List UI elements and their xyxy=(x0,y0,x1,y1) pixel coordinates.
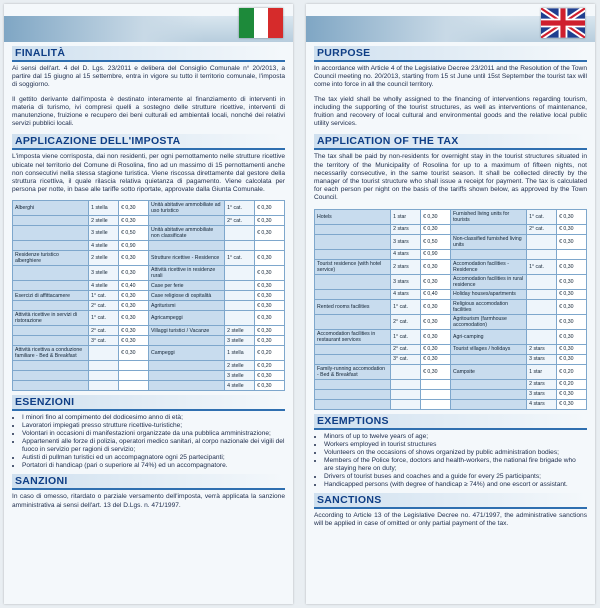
table-cell xyxy=(450,379,526,389)
table-cell: € 0,20 xyxy=(557,379,587,389)
table-cell: € 0,30 xyxy=(255,291,285,301)
table-cell: € 0,30 xyxy=(557,274,587,289)
table-cell: 1° cat. xyxy=(225,251,255,266)
table-row xyxy=(13,361,285,371)
table-cell xyxy=(89,346,119,361)
table-cell: 2° cat. xyxy=(391,314,421,329)
table-cell xyxy=(13,336,89,346)
table-cell: 3° cat. xyxy=(89,336,119,346)
table-cell xyxy=(315,249,391,259)
table-cell: Attività ricettive in residenze rurali xyxy=(148,266,224,281)
table-row xyxy=(13,346,285,361)
table-cell: Tourist residence (with hotel service) xyxy=(315,259,391,274)
table-cell: 2° cat. xyxy=(225,216,255,226)
table-cell: € 0,30 xyxy=(119,266,149,281)
paragraph: The tax shall be paid by non-residents for overnight stay in the tourist structures situated in the territory of the Municipality of Rosolina for up to a maximum of fifteen nights, not necessarily consecutive, in the same tourist season. It shall be collected directly by the manager of the tourist structure who shall issue a receipt for payment. The tax is calculated for each person per night on the basis of the tariffs shown below, as approved by the Town Council. xyxy=(314,153,587,202)
table-cell xyxy=(225,266,255,281)
table-cell: € 0,30 xyxy=(119,336,149,346)
table-cell: € 0,30 xyxy=(557,389,587,399)
table-cell: Case religiose di ospitalità xyxy=(148,291,224,301)
table-cell: Rented rooms facilities xyxy=(315,299,391,314)
table-cell: 1° cat. xyxy=(527,259,557,274)
table-cell: € 0,30 xyxy=(421,274,451,289)
table-cell: Residenze turistico alberghiere xyxy=(13,251,89,266)
table-cell: € 0,30 xyxy=(119,346,149,361)
table-row xyxy=(13,216,285,226)
table-cell xyxy=(225,301,255,311)
table-cell xyxy=(527,289,557,299)
list-item: • I minori fino al compimento del dodicesimo anno di età; xyxy=(22,414,285,422)
table-cell: 4 stars xyxy=(391,249,421,259)
table-cell: Holiday houses/apartments xyxy=(450,289,526,299)
table-row xyxy=(13,301,285,311)
table-cell: € 0,30 xyxy=(255,266,285,281)
table-cell: € 0,30 xyxy=(255,216,285,226)
table-row xyxy=(13,226,285,241)
list-item: • Autisti di pullman turistici ed un accompagnatore ogni 25 partecipanti; xyxy=(22,454,285,462)
table-cell: Campsite xyxy=(450,364,526,379)
table-cell: Alberghi xyxy=(13,201,89,216)
section-heading: SANCTIONS xyxy=(314,493,587,509)
table-cell: € 0,30 xyxy=(557,234,587,249)
exemptions-list xyxy=(12,414,285,470)
table-cell xyxy=(450,249,526,259)
table-cell: Tourist villages / holidays xyxy=(450,344,526,354)
table-cell xyxy=(450,389,526,399)
table-cell: 1° cat. xyxy=(89,291,119,301)
list-item: • Handicapped persons (with degree of handicap ≥ 74%) and one escort or assistant. xyxy=(324,481,587,489)
table-cell: € 0,30 xyxy=(119,311,149,326)
table-cell xyxy=(89,371,119,381)
table-cell: 2° cat. xyxy=(89,326,119,336)
table-cell: € 0,30 xyxy=(255,226,285,241)
table-cell xyxy=(13,361,89,371)
table-cell: Unità abitative ammobiliate non classificate xyxy=(148,226,224,241)
table-cell: € 0,30 xyxy=(421,364,451,379)
table-cell: 3 stelle xyxy=(89,266,119,281)
table-cell: 2 stelle xyxy=(225,361,255,371)
table-cell xyxy=(450,224,526,234)
table-cell: 2 stelle xyxy=(89,216,119,226)
table-cell xyxy=(119,371,149,381)
table-cell: € 0,30 xyxy=(255,301,285,311)
table-row xyxy=(315,289,587,299)
table-cell: 4 stelle xyxy=(89,281,119,291)
table-cell xyxy=(527,329,557,344)
table-cell: € 0,30 xyxy=(119,251,149,266)
table-cell xyxy=(255,241,285,251)
table-row xyxy=(315,274,587,289)
table-cell: 1° cat. xyxy=(225,201,255,216)
table-cell: € 0,30 xyxy=(119,201,149,216)
table-cell: Accomodation facilities in rural residence xyxy=(450,274,526,289)
table-cell: € 0,90 xyxy=(421,249,451,259)
table-cell xyxy=(225,281,255,291)
table-cell: 4 stelle xyxy=(225,381,255,391)
table-cell: € 0,30 xyxy=(557,354,587,364)
list-item: • Minors of up to twelve years of age; xyxy=(324,433,587,441)
table-cell: € 0,30 xyxy=(255,281,285,291)
table-cell: € 0,30 xyxy=(421,329,451,344)
section-heading: FINALITÀ xyxy=(12,46,285,62)
exemptions-list xyxy=(314,433,587,489)
table-row xyxy=(13,201,285,216)
table-row xyxy=(315,354,587,364)
table-cell: Esercizi di affittacamere xyxy=(13,291,89,301)
italian-flag-icon xyxy=(239,8,283,38)
table-cell: Attività ricettive in servizi di ristorazione xyxy=(13,311,89,326)
table-cell xyxy=(315,314,391,329)
table-row xyxy=(315,259,587,274)
table-cell xyxy=(315,379,391,389)
section-heading: ESENZIONI xyxy=(12,395,285,411)
list-item: • Drivers of tourist buses and coaches and a guide for every 25 participants; xyxy=(324,473,587,481)
list-item: • Volunteers on the occasions of shows organized by public administration bodies; xyxy=(324,449,587,457)
table-cell: € 0,30 xyxy=(255,251,285,266)
table-cell xyxy=(13,326,89,336)
table-cell xyxy=(119,381,149,391)
table-row xyxy=(315,364,587,379)
table-cell xyxy=(527,314,557,329)
paragraph: L'imposta viene corrisposta, dai non residenti, per ogni pernottamento nelle strutture ricettive ubicate nel territorio del Comune di Rosolina, fino ad un massimo di 15 pernottamenti anche non consecutivi nella stessa stagione turistica. Viene riscossa direttamente dal gestore della struttura ricettiva, il quale rilascia relativa quietanza di pagamento. Viene calcolata per persona per notte, in base alle tariffe sotto riportate, approvate dalla Giunta Comunale. xyxy=(12,153,285,194)
table-cell: € 0,30 xyxy=(557,314,587,329)
list-item: • Portatori di handicap (pari o superiore al 74%) ed un accompagnatore. xyxy=(22,462,285,470)
table-cell: Attività ricettiva a conduzione familiare - Bed & Breakfast xyxy=(13,346,89,361)
table-row xyxy=(13,381,285,391)
table-row xyxy=(13,371,285,381)
table-cell: 2° cat. xyxy=(89,301,119,311)
table-cell: Religious accomodation facilities xyxy=(450,299,526,314)
table-cell: € 0,30 xyxy=(255,371,285,381)
table-cell: € 0,30 xyxy=(421,344,451,354)
table-cell: Accomodation facilities in restaurant services xyxy=(315,329,391,344)
table-cell xyxy=(13,381,89,391)
tariff-table xyxy=(12,200,285,391)
table-cell: € 0,30 xyxy=(557,299,587,314)
table-row xyxy=(13,241,285,251)
table-cell: € 0,30 xyxy=(421,299,451,314)
table-cell: € 0,30 xyxy=(421,354,451,364)
table-cell: € 0,30 xyxy=(421,209,451,224)
paragraph: In caso di omesso, ritardato o parziale versamento dell'imposta, verrà applicata la sanzione amministrativa ai sensi dell'art. 13 del D.Lgs. n. 471/1997. xyxy=(12,493,285,509)
table-row xyxy=(315,329,587,344)
table-cell xyxy=(148,216,224,226)
table-cell: 2° cat. xyxy=(391,344,421,354)
table-cell: 1 stella xyxy=(89,201,119,216)
table-cell: 3 stelle xyxy=(89,226,119,241)
list-item: • Members of the Police force, doctors and health-workers, the national fire brigade who are staying here on duty; xyxy=(324,457,587,473)
table-cell xyxy=(421,379,451,389)
table-cell xyxy=(391,399,421,409)
table-cell: € 0,90 xyxy=(119,241,149,251)
table-cell: Agriturismi xyxy=(148,301,224,311)
table-cell: € 0,30 xyxy=(255,336,285,346)
table-cell xyxy=(225,291,255,301)
table-cell: 2° cat. xyxy=(527,224,557,234)
table-row xyxy=(315,209,587,224)
table-cell: 3 stars xyxy=(391,274,421,289)
table-cell: 1 stella xyxy=(225,346,255,361)
table-cell xyxy=(315,289,391,299)
section-heading: EXEMPTIONS xyxy=(314,414,587,430)
paragraph: According to Article 13 of the Legislative Decree no. 471/1997, the administrative sanctions will be applied in case of omitted or only partial payment of the tax. xyxy=(314,511,587,527)
paragraph: Ai sensi dell'art. 4 del D. Lgs. 23/2011 e delibera del Consiglio Comunale n° 20/2013, a partire dal 15 giugno al 15 settembre, entra in vigore su tutto il territorio comunale, l'imposta di soggiorno. xyxy=(12,65,285,89)
table-cell: 4 stelle xyxy=(89,241,119,251)
table-cell: € 0,30 xyxy=(255,326,285,336)
table-cell: 2 stars xyxy=(391,259,421,274)
table-cell xyxy=(225,241,255,251)
list-item: • Volontari in occasioni di manifestazioni organizzate da una pubblica amministrazione; xyxy=(22,430,285,438)
table-row xyxy=(13,266,285,281)
table-cell: Family-running accomodation - Bed & Breakfast xyxy=(315,364,391,379)
table-cell: 2 stars xyxy=(391,224,421,234)
table-cell xyxy=(315,344,391,354)
table-cell: € 0,30 xyxy=(557,224,587,234)
italian-panel xyxy=(4,4,293,604)
table-cell xyxy=(315,389,391,399)
table-cell: 2 stelle xyxy=(89,251,119,266)
table-cell: € 0,30 xyxy=(119,216,149,226)
table-cell: € 0,30 xyxy=(557,289,587,299)
table-cell xyxy=(148,381,224,391)
list-item: • Workers employed in tourist structures xyxy=(324,441,587,449)
english-panel xyxy=(306,4,595,604)
table-cell: 2 stelle xyxy=(225,326,255,336)
table-cell: € 0,40 xyxy=(119,281,149,291)
table-cell xyxy=(450,354,526,364)
table-cell xyxy=(557,249,587,259)
table-row xyxy=(315,224,587,234)
table-cell xyxy=(421,399,451,409)
section-heading: APPLICATION OF THE TAX xyxy=(314,134,587,150)
table-cell xyxy=(89,381,119,391)
table-cell xyxy=(421,389,451,399)
table-cell xyxy=(527,249,557,259)
table-cell: 1° cat. xyxy=(89,311,119,326)
table-row xyxy=(315,379,587,389)
table-cell: Villaggi turistici / Vacanze xyxy=(148,326,224,336)
table-cell xyxy=(527,299,557,314)
table-cell xyxy=(119,361,149,371)
paragraph: Il gettito derivante dall'imposta è destinato interamente al finanziamento di interventi in materia di turismo, ivi compresi quelli a sostegno delle strutture ricettive, interventi di manutenzione, fruizione e recupero dei beni culturali ed ambientali locali, nonché dei relativi servizi pubblici locali. xyxy=(12,95,285,128)
table-cell: 1 star xyxy=(391,209,421,224)
table-cell xyxy=(89,361,119,371)
table-row xyxy=(315,314,587,329)
table-row xyxy=(13,311,285,326)
table-row xyxy=(315,299,587,314)
table-cell xyxy=(148,241,224,251)
table-row xyxy=(13,291,285,301)
table-cell xyxy=(527,234,557,249)
paragraph: In accordance with Article 4 of the Legislative Decree 23/2011 and the Resolution of the Town Council meeting no. 20/2013, starting from 15 st June until 15st September the tourist tax will come into force in all the council territory. xyxy=(314,65,587,89)
table-row xyxy=(13,251,285,266)
table-cell xyxy=(13,301,89,311)
table-cell: Case per ferie xyxy=(148,281,224,291)
table-cell: € 0,50 xyxy=(119,226,149,241)
table-row xyxy=(13,281,285,291)
table-cell xyxy=(315,234,391,249)
table-cell: Agritourism (farmhouse accomodation) xyxy=(450,314,526,329)
table-cell xyxy=(13,281,89,291)
table-cell: 2 stars xyxy=(527,379,557,389)
section-heading: PURPOSE xyxy=(314,46,587,62)
list-item: • Appartenenti alle forze di polizia, operatori medico sanitari, al corpo nazionale dei vigili del fuoco in servizio per ragioni di servizio; xyxy=(22,438,285,454)
table-row xyxy=(315,389,587,399)
table-cell: 1° cat. xyxy=(391,299,421,314)
table-cell: 3 stelle xyxy=(225,371,255,381)
table-cell xyxy=(13,226,89,241)
table-cell: 3 stars xyxy=(527,354,557,364)
table-cell xyxy=(225,226,255,241)
table-cell xyxy=(13,241,89,251)
table-cell: Campeggi xyxy=(148,346,224,361)
table-cell: Strutture ricettive - Residence xyxy=(148,251,224,266)
table-cell: Unità abitative ammobiliate ad uso turistico xyxy=(148,201,224,216)
table-cell xyxy=(315,354,391,364)
table-cell: € 0,20 xyxy=(255,346,285,361)
table-cell xyxy=(391,379,421,389)
table-cell: € 0,30 xyxy=(557,209,587,224)
table-cell: 3° cat. xyxy=(391,354,421,364)
table-cell: 4 stars xyxy=(527,399,557,409)
table-cell: 1° cat. xyxy=(527,209,557,224)
table-row xyxy=(315,399,587,409)
table-cell: € 0,30 xyxy=(119,326,149,336)
table-cell: € 0,30 xyxy=(557,329,587,344)
uk-flag-icon xyxy=(541,8,585,38)
table-cell: 4 stars xyxy=(391,289,421,299)
table-cell: € 0,30 xyxy=(557,344,587,354)
table-cell xyxy=(13,266,89,281)
table-cell: Non-classified furnished living units xyxy=(450,234,526,249)
list-item: • Lavoratori impiegati presso strutture ricettive-turistiche; xyxy=(22,422,285,430)
table-cell: € 0,30 xyxy=(119,291,149,301)
table-cell: 3 stelle xyxy=(225,336,255,346)
table-row xyxy=(315,249,587,259)
section-heading: SANZIONI xyxy=(12,474,285,490)
table-cell xyxy=(315,274,391,289)
table-cell: 3 stars xyxy=(391,234,421,249)
table-cell: Furnished living units for tourists xyxy=(450,209,526,224)
table-cell: € 0,30 xyxy=(255,201,285,216)
table-cell xyxy=(225,311,255,326)
table-cell: € 0,20 xyxy=(557,364,587,379)
table-cell: € 0,30 xyxy=(119,301,149,311)
table-cell: € 0,30 xyxy=(557,399,587,409)
table-cell: 1° cat. xyxy=(391,329,421,344)
table-cell: € 0,30 xyxy=(421,259,451,274)
table-cell: € 0,30 xyxy=(255,311,285,326)
table-cell: € 0,20 xyxy=(255,361,285,371)
table-cell xyxy=(13,371,89,381)
table-row xyxy=(13,326,285,336)
table-row xyxy=(315,344,587,354)
table-cell: 2 stars xyxy=(527,344,557,354)
table-cell: Hotels xyxy=(315,209,391,224)
table-cell: € 0,30 xyxy=(255,381,285,391)
table-cell xyxy=(13,216,89,226)
table-row xyxy=(315,234,587,249)
table-cell xyxy=(527,274,557,289)
table-cell: Agri-camping xyxy=(450,329,526,344)
table-cell: € 0,30 xyxy=(557,259,587,274)
table-cell xyxy=(450,399,526,409)
table-cell xyxy=(148,336,224,346)
table-cell: 1 star xyxy=(527,364,557,379)
tariff-table xyxy=(314,209,587,410)
table-cell: € 0,30 xyxy=(421,224,451,234)
table-cell xyxy=(148,361,224,371)
table-cell: € 0,40 xyxy=(421,289,451,299)
table-cell xyxy=(391,364,421,379)
table-cell xyxy=(148,371,224,381)
table-cell: € 0,50 xyxy=(421,234,451,249)
table-cell: 3 stars xyxy=(527,389,557,399)
table-cell: Accomodation facilities - Residence xyxy=(450,259,526,274)
section-heading: APPLICAZIONE DELL'IMPOSTA xyxy=(12,134,285,150)
paragraph: The tax yield shall be wholly assigned to the financing of interventions regarding tourism, including the supporting of the tourist structures, as well as interventions of maintenance, fruition and recovery of local cultural and environmental goods and the relative local public utility services. xyxy=(314,95,587,128)
table-cell xyxy=(315,399,391,409)
table-cell: Agricampeggi xyxy=(148,311,224,326)
table-row xyxy=(13,336,285,346)
table-cell xyxy=(391,389,421,399)
table-cell xyxy=(315,224,391,234)
table-cell: € 0,30 xyxy=(421,314,451,329)
